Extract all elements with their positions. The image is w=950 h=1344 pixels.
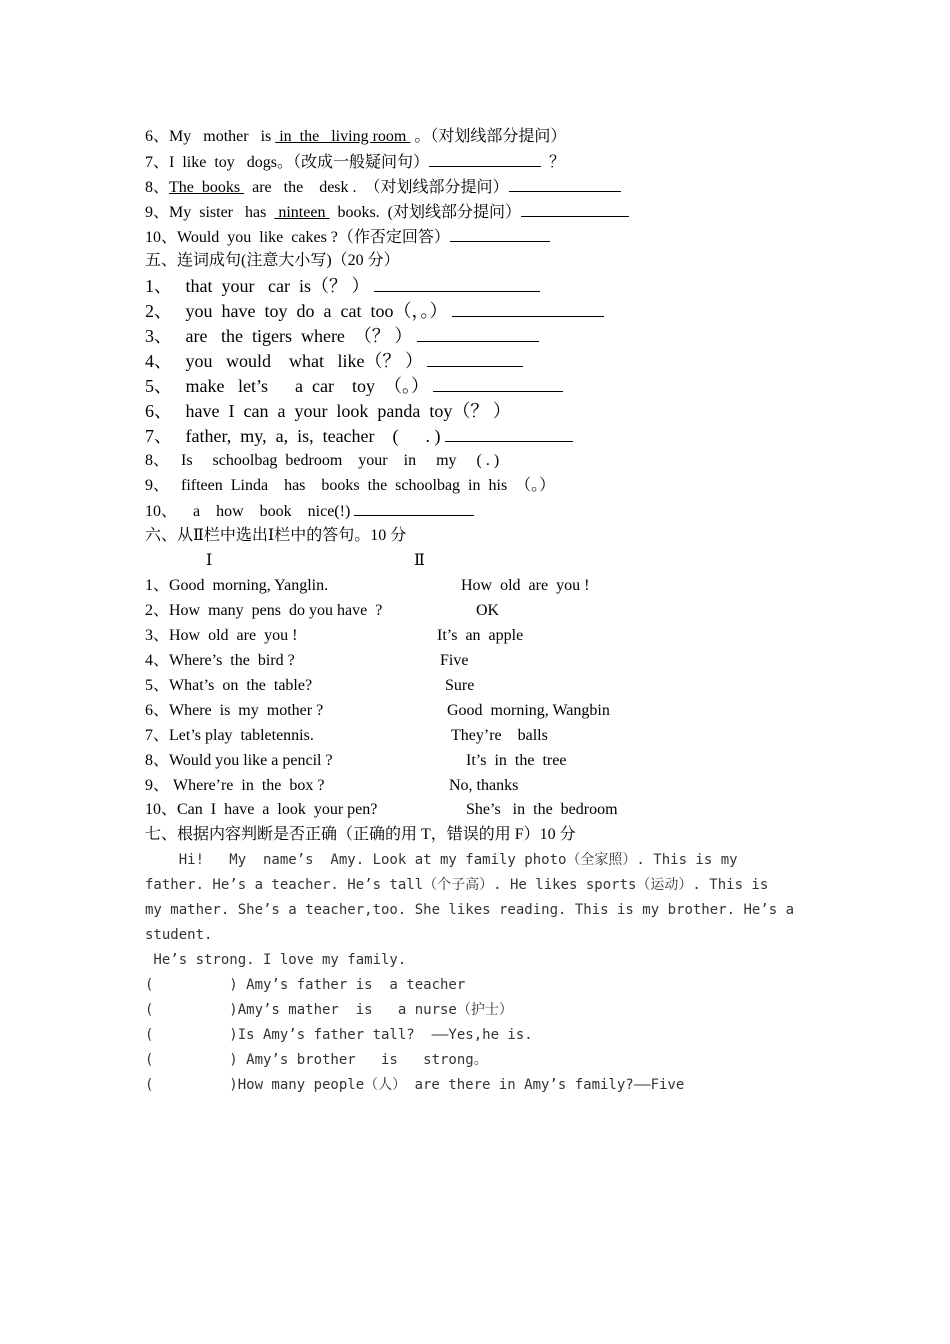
- q-text: 9、My sister has: [145, 204, 275, 221]
- q-instruction: books. (对划线部分提问）: [329, 204, 521, 221]
- underlined-part: The books: [169, 179, 245, 196]
- question-4-10: [145, 227, 550, 248]
- item-text: 2、 you have toy do a cat too（，。）: [145, 301, 448, 321]
- match-right: Good morning, Wangbin: [447, 702, 610, 719]
- sentence-item: [145, 426, 573, 446]
- answer-blank[interactable]: [445, 427, 573, 442]
- passage-line: student.: [145, 927, 213, 943]
- q-text: 10、Would you like cakes ?（作否定回答）: [145, 229, 450, 246]
- match-right: It’s an apple: [437, 627, 524, 644]
- answer-blank[interactable]: [521, 202, 629, 217]
- q-instruction: are the desk . （对划线部分提问）: [244, 179, 509, 196]
- judge-item[interactable]: ( )How many people（人） are there in Amy’s family?——Five: [145, 1077, 685, 1093]
- match-right: Five: [440, 652, 469, 669]
- match-right: No, thanks: [449, 777, 519, 794]
- item-text: 5、 make let’s a car toy （。）: [145, 376, 429, 396]
- match-right: She’s in the bedroom: [466, 801, 618, 818]
- judge-item[interactable]: ( )Amy’s mather is a nurse（护士）: [145, 1002, 513, 1018]
- match-left: 2、How many pens do you have ?: [145, 602, 383, 619]
- question-4-6: [145, 127, 566, 147]
- match-right: OK: [476, 602, 500, 619]
- answer-blank[interactable]: [509, 177, 621, 192]
- column-2-header: Ⅱ: [414, 552, 425, 569]
- passage-line: my mather. She’s a teacher,too. She likes reading. This is my brother. He’s a: [145, 902, 795, 918]
- answer-blank[interactable]: [417, 327, 539, 342]
- column-1-header: Ⅰ: [206, 552, 213, 569]
- q-number: 6、: [145, 128, 170, 145]
- match-left: 3、How old are you !: [145, 627, 298, 644]
- section-5-title: 五、连词成句(注意大小写)（20 分）: [145, 252, 400, 269]
- sentence-item: [145, 401, 511, 421]
- answer-blank[interactable]: [433, 377, 563, 392]
- item-text: 10、 a how book nice(!): [145, 503, 351, 520]
- q-instruction: 。（对划线部分提问）: [410, 128, 567, 145]
- q-number: 8、: [145, 179, 170, 196]
- match-left: 6、Where is my mother ?: [145, 702, 324, 719]
- match-right: They’re balls: [451, 727, 548, 744]
- answer-blank[interactable]: [450, 227, 550, 242]
- question-4-9: [145, 202, 629, 223]
- question-4-7: [145, 152, 565, 173]
- q-end: ？: [541, 154, 566, 171]
- item-text: 6、 have I can a your look panda toy（？ ）: [145, 401, 511, 421]
- item-text: 1、 that your car is（？ ）: [145, 276, 370, 296]
- section-7-title: 七、根据内容判断是否正确（正确的用 T，错误的用 F）10 分: [145, 826, 576, 843]
- match-right: It’s in the tree: [466, 752, 567, 769]
- item-text: 7、 father, my, a, is, teacher ( . ): [145, 426, 441, 446]
- section-6-title: 六、从Ⅱ栏中选出Ⅰ栏中的答句。10 分: [145, 527, 407, 544]
- underlined-part: ninteen: [274, 204, 330, 221]
- sentence-item: [145, 376, 563, 396]
- answer-blank[interactable]: [354, 501, 474, 516]
- sentence-item: [145, 326, 539, 346]
- match-left: 9、 Where’re in the box ?: [145, 777, 325, 794]
- judge-item[interactable]: ( )Is Amy’s father tall? ——Yes,he is.: [145, 1027, 533, 1043]
- answer-blank[interactable]: [374, 277, 540, 292]
- sentence-item: [145, 276, 540, 296]
- match-left: 1、Good morning, Yanglin.: [145, 577, 329, 594]
- match-right: Sure: [445, 677, 475, 694]
- item-text: 3、 are the tigers where （？ ）: [145, 326, 413, 346]
- q-text: 7、I like toy dogs。（改成一般疑问句）: [145, 154, 429, 171]
- question-4-8: [145, 177, 621, 198]
- match-left: 4、Where’s the bird ?: [145, 652, 295, 669]
- item-text: 8、 Is schoolbag bedroom your in my ( . ): [145, 452, 500, 469]
- sentence-item: [145, 476, 555, 496]
- judge-item[interactable]: ( ) Amy’s brother is strong。: [145, 1052, 488, 1068]
- sentence-item: [145, 301, 604, 321]
- passage-line: Hi! My name’s Amy. Look at my family photo（全家照）. This is my: [145, 852, 738, 868]
- passage-line: father. He’s a teacher. He’s tall（个子高）. He likes sports（运动）. This is: [145, 877, 769, 893]
- sentence-item: [145, 451, 499, 471]
- match-left: 10、Can I have a look your pen?: [145, 801, 378, 818]
- answer-blank[interactable]: [429, 152, 541, 167]
- match-left: 7、Let’s play tabletennis.: [145, 727, 314, 744]
- judge-item[interactable]: ( ) Amy’s father is a teacher: [145, 977, 466, 993]
- match-left: 5、What’s on the table?: [145, 677, 313, 694]
- match-right: How old are you !: [461, 577, 590, 594]
- sentence-item: [145, 501, 474, 522]
- q-text: My mother is: [169, 128, 276, 145]
- sentence-item: [145, 351, 523, 371]
- answer-blank[interactable]: [427, 352, 523, 367]
- answer-blank[interactable]: [452, 302, 604, 317]
- underlined-part: in the living room: [275, 128, 411, 145]
- item-text: 4、 you would what like（？ ）: [145, 351, 423, 371]
- item-text: 9、 fifteen Linda has books the schoolbag in his （。）: [145, 477, 556, 494]
- passage-line: He’s strong. I love my family.: [145, 952, 407, 968]
- match-left: 8、Would you like a pencil ?: [145, 752, 333, 769]
